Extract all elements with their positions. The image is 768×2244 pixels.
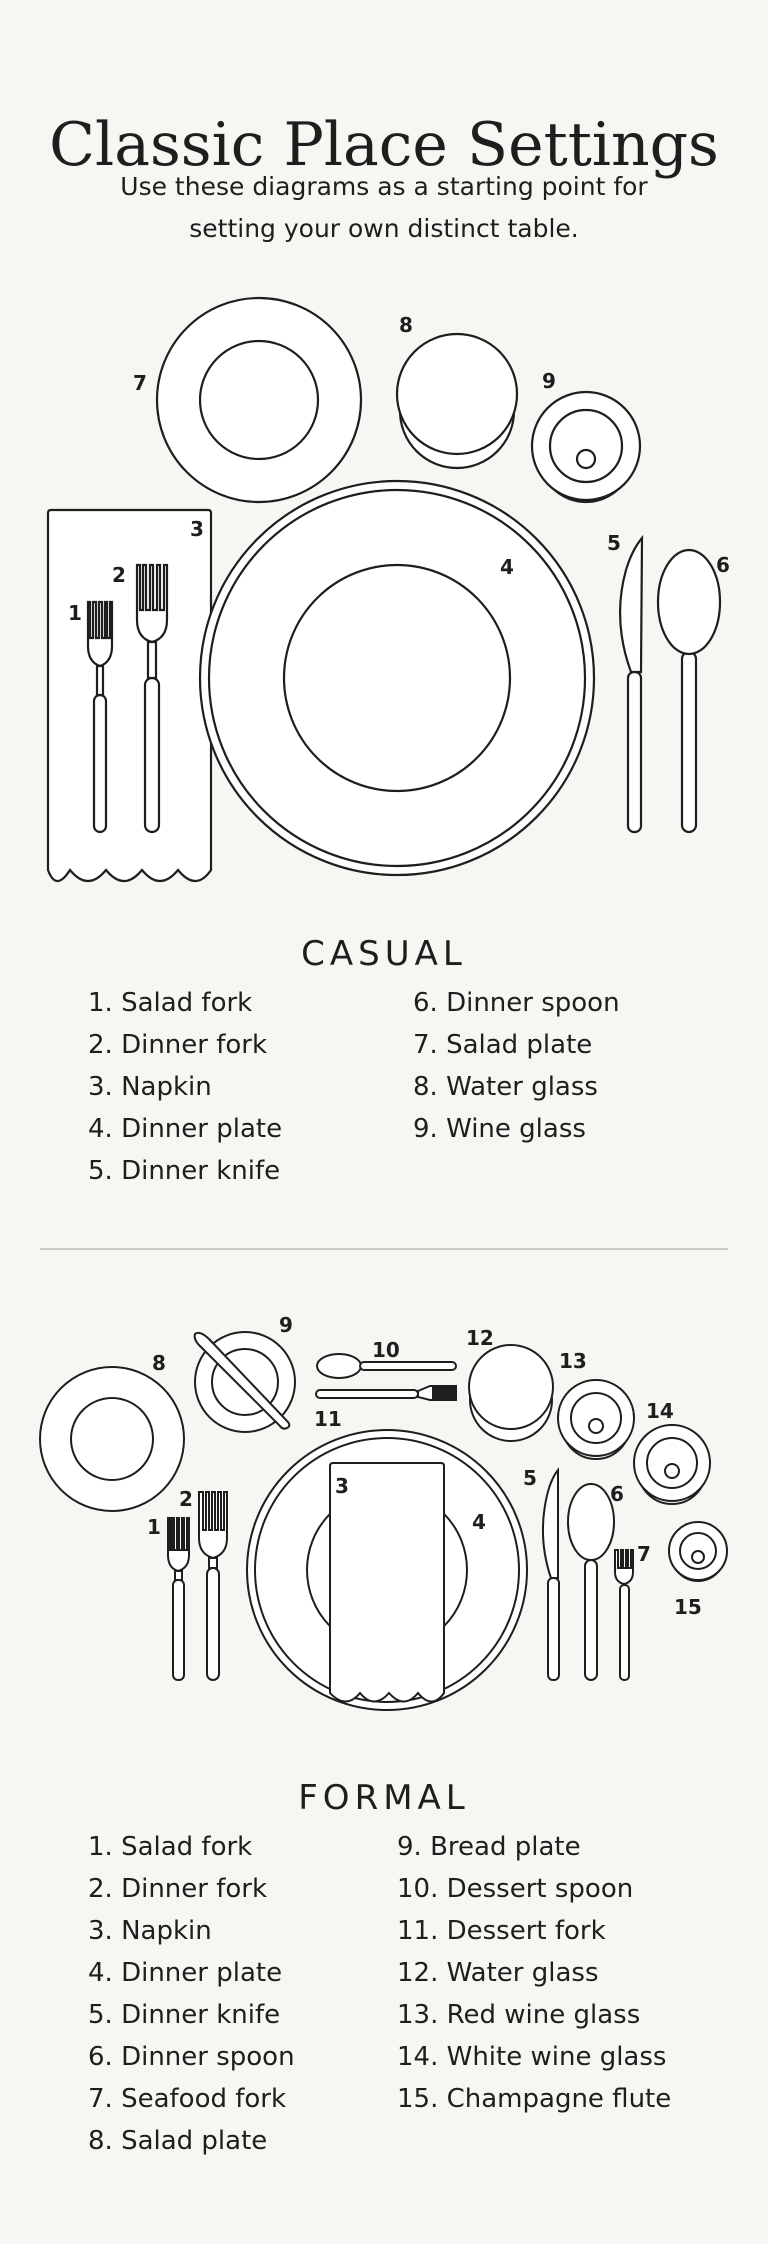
callout-number: 8 [152,1351,166,1375]
callout-number: 8 [399,313,413,337]
legend-item: 3. Napkin [88,1916,212,1946]
bread-plate-illustration [195,1332,295,1432]
callout-number: 6 [716,553,730,577]
legend-item: 6. Dinner spoon [88,2042,295,2072]
legend-item: 9. Wine glass [413,1114,586,1144]
callout-number: 7 [637,1542,651,1566]
legend-item: 12. Water glass [397,1958,599,1988]
dinner-spoon-illustration [658,550,720,832]
casual-legend-right [413,982,620,1150]
water-glass-illustration [397,334,517,468]
legend-item: 8. Salad plate [88,2126,268,2156]
callout-number: 4 [472,1510,486,1534]
salad-plate-illustration [40,1367,184,1511]
formal-legend-right [397,1826,671,2120]
casual-legend-left [88,982,282,1192]
callout-number: 3 [335,1474,349,1498]
callout-number: 14 [646,1399,674,1423]
page-subtitle: Use these diagrams as a starting point for setting your own distinct table. [120,172,648,243]
legend-item: 7. Seafood fork [88,2084,287,2114]
dinner-fork-illustration [199,1492,227,1680]
dinner-knife-illustration [620,538,642,832]
seafood-fork-illustration [615,1550,633,1680]
salad-plate-illustration [157,298,361,502]
legend-item: 5. Dinner knife [88,2000,281,2030]
dinner-plate-illustration [200,481,594,875]
callout-number: 5 [523,1466,537,1490]
callout-number: 6 [610,1482,624,1506]
legend-item: 6. Dinner spoon [413,988,620,1018]
callout-number: 1 [147,1515,161,1539]
legend-item: 7. Salad plate [413,1030,593,1060]
legend-item: 4. Dinner plate [88,1958,283,1988]
callout-number: 3 [190,517,204,541]
callout-number: 10 [372,1338,400,1362]
legend-item: 1. Salad fork [88,988,253,1018]
white-wine-glass-illustration [634,1425,710,1504]
legend-item: 3. Napkin [88,1072,212,1102]
legend-item: 1. Salad fork [88,1832,253,1862]
callout-number: 1 [68,601,82,625]
napkin-illustration [330,1463,444,1702]
section-divider [40,1248,728,1250]
dessert-fork-illustration [316,1386,456,1400]
callout-number: 13 [559,1349,587,1373]
callout-number: 12 [466,1326,494,1350]
dinner-knife-illustration [543,1470,559,1680]
legend-item: 15. Champagne flute [397,2084,672,2114]
legend-item: 10. Dessert spoon [397,1874,634,1904]
callout-number: 11 [314,1407,342,1431]
casual-setting-diagram [0,280,768,900]
callout-number: 15 [674,1595,702,1619]
legend-item: 9. Bread plate [397,1832,581,1862]
legend-item: 11. Dessert fork [397,1916,606,1946]
water-glass-illustration [469,1345,553,1441]
legend-item: 14. White wine glass [397,2042,667,2072]
red-wine-glass-illustration [558,1380,634,1459]
formal-legend-left [88,1826,295,2162]
legend-item: 5. Dinner knife [88,1156,281,1186]
legend-item: 2. Dinner fork [88,1030,268,1060]
callout-number: 4 [500,555,514,579]
legend-item: 8. Water glass [413,1072,598,1102]
callout-number: 5 [607,531,621,555]
formal-setting-diagram [0,1300,768,1740]
callout-number: 9 [542,369,556,393]
callout-number: 2 [179,1487,193,1511]
callout-number: 9 [279,1313,293,1337]
page-title: Classic Place Settings [49,110,719,181]
formal-section-title: FORMAL [298,1778,470,1818]
callout-number: 7 [133,371,147,395]
callout-number: 2 [112,563,126,587]
salad-fork-illustration [168,1518,189,1680]
dinner-spoon-illustration [568,1484,614,1680]
legend-item: 13. Red wine glass [397,2000,641,2030]
champagne-flute-illustration [669,1522,727,1581]
napkin-illustration [48,510,211,881]
wine-glass-illustration [532,392,640,502]
legend-item: 2. Dinner fork [88,1874,268,1904]
casual-section-title: CASUAL [301,934,467,974]
legend-item: 4. Dinner plate [88,1114,283,1144]
